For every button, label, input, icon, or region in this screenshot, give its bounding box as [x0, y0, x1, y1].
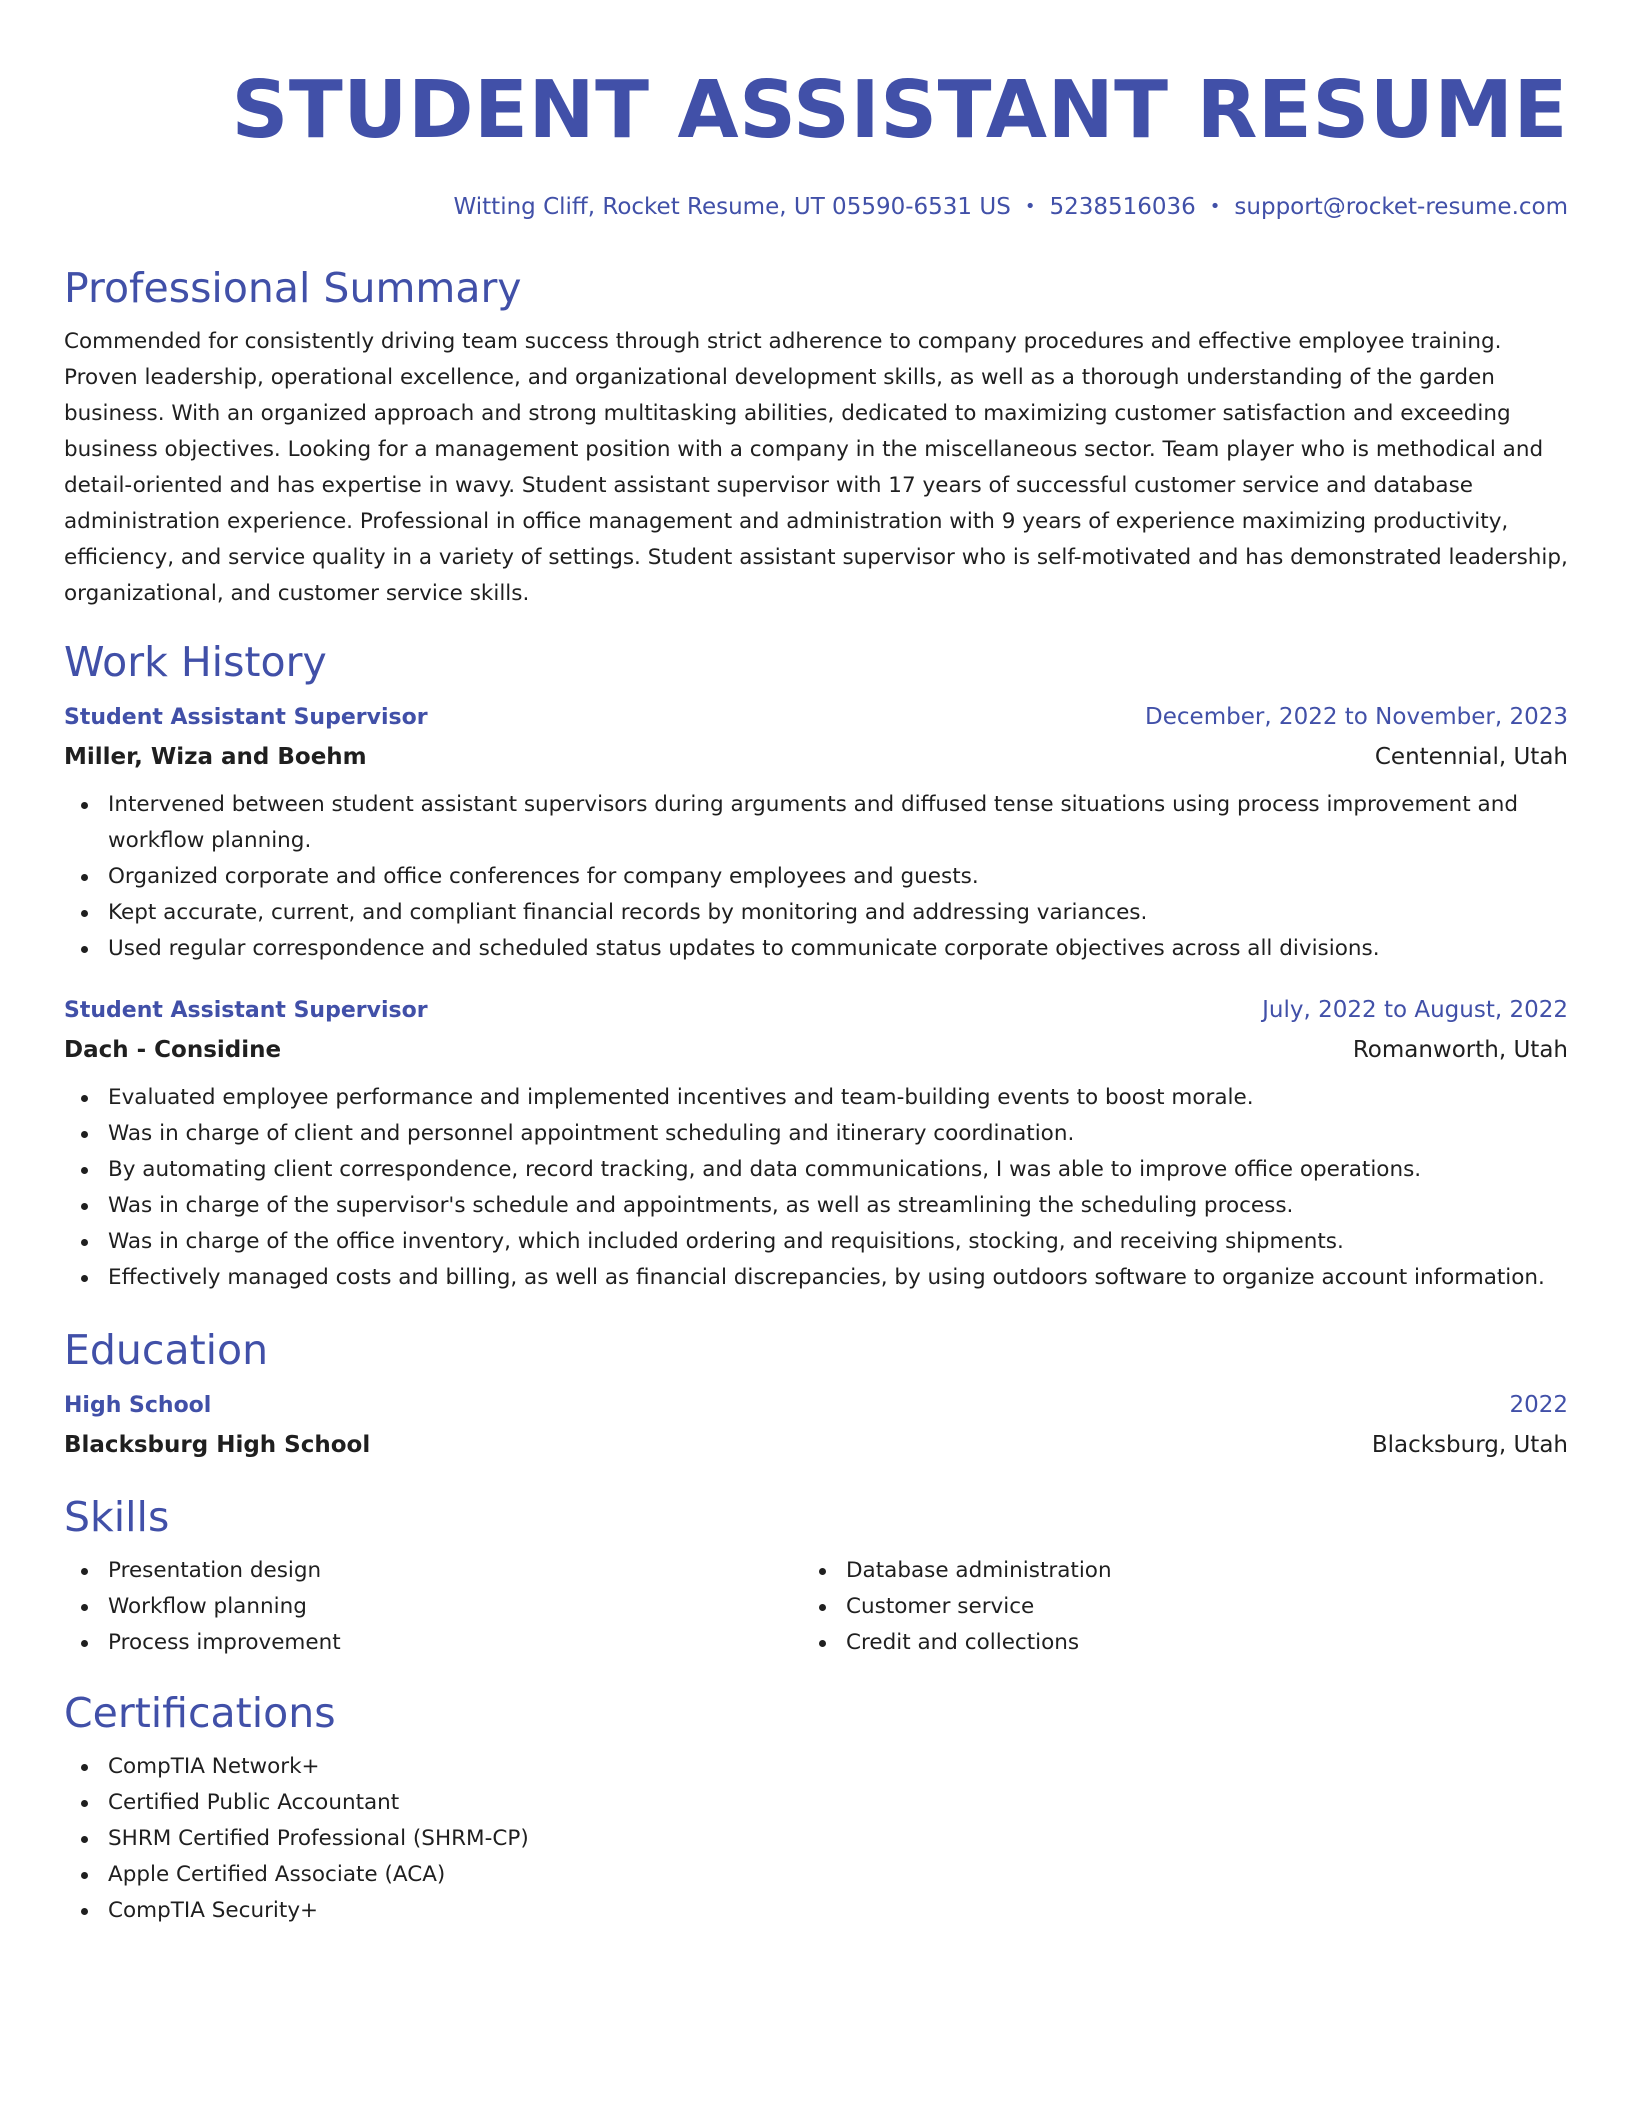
- education-subheader: [64, 1425, 1568, 1465]
- contact-phone[interactable]: 5238516036: [1049, 194, 1196, 220]
- contact-email[interactable]: support@rocket-resume.com: [1234, 194, 1568, 220]
- skills-list-left: [64, 1553, 802, 1661]
- education-heading: Education: [64, 1326, 269, 1374]
- certifications-heading: Certifications: [64, 1689, 336, 1737]
- work-history-heading: Work History: [64, 638, 327, 686]
- job-company: Dach - Considine: [64, 1037, 282, 1063]
- job-role: Student Assistant Supervisor: [64, 998, 428, 1023]
- job-subheader: [64, 1030, 1568, 1070]
- resume-title: STUDENT ASSISTANT RESUME: [231, 64, 1568, 156]
- skill-item: Presentation design: [64, 1553, 802, 1589]
- job-dates: December, 2022 to November, 2023: [1145, 704, 1568, 730]
- job-bullets: [64, 787, 1568, 967]
- education-location: Blacksburg, Utah: [1371, 1432, 1568, 1458]
- job-entry: [64, 991, 1568, 1296]
- job-bullet: Used regular correspondence and scheduled status updates to communicate corporate objectives across all divisions.: [64, 931, 1568, 967]
- certifications-list: [64, 1749, 1568, 1929]
- summary-heading: Professional Summary: [64, 264, 522, 312]
- contact-separator: •: [1209, 196, 1221, 217]
- job-header: [64, 991, 1568, 1030]
- job-bullets: [64, 1080, 1568, 1296]
- skills-columns: [64, 1553, 1568, 1661]
- job-bullet: By automating client correspondence, record tracking, and data communications, I was able to improve office operations.: [64, 1152, 1568, 1188]
- certification-item: Certified Public Accountant: [64, 1785, 1568, 1821]
- job-dates: July, 2022 to August, 2022: [1262, 997, 1568, 1023]
- job-bullet: Evaluated employee performance and implemented incentives and team-building events to boost morale.: [64, 1080, 1568, 1116]
- summary-text: Commended for consistently driving team success through strict adherence to company procedures and effective employee training. Proven leadership, operational excellence, and organizational development skills, as well as a thorough understanding of the garden business. With an organized approach and strong multitasking abilities, dedicated to maximizing customer satisfaction and exceeding business objectives. Looking for a management position with a company in the miscellaneous sector. Team player who is methodical and detail-oriented and has expertise in wavy. Student assistant supervisor with 17 years of successful customer service and database administration experience. Professional in office management and administration with 9 years of experience maximizing productivity, efficiency, and service quality in a variety of settings. Student assistant supervisor who is self-motivated and has demonstrated leadership, organizational, and customer service skills.: [64, 329, 1568, 606]
- education-school: Blacksburg High School: [64, 1432, 371, 1458]
- skill-item: Database administration: [802, 1553, 1540, 1589]
- job-bullet: Organized corporate and office conferences for company employees and guests.: [64, 859, 1568, 895]
- job-subheader: [64, 737, 1568, 777]
- skill-item: Workflow planning: [64, 1589, 802, 1625]
- contact-line: [64, 192, 1568, 222]
- contact-address: Witting Cliff, Rocket Resume, UT 05590-6531 US: [453, 194, 1011, 220]
- contact-separator: •: [1024, 196, 1036, 217]
- skill-item: Credit and collections: [802, 1625, 1540, 1661]
- job-header: [64, 698, 1568, 737]
- job-bullet: Effectively managed costs and billing, as well as financial discrepancies, by using outdoors software to organize account information.: [64, 1260, 1568, 1296]
- certification-item: CompTIA Network+: [64, 1749, 1568, 1785]
- skills-list-right: [802, 1553, 1540, 1661]
- certification-item: SHRM Certified Professional (SHRM-CP): [64, 1821, 1568, 1857]
- job-entry: [64, 698, 1568, 967]
- education-year: 2022: [1509, 1392, 1568, 1418]
- job-location: Centennial, Utah: [1374, 744, 1568, 770]
- job-bullet: Was in charge of the office inventory, which included ordering and requisitions, stocking, and receiving shipments.: [64, 1224, 1568, 1260]
- skill-item: Customer service: [802, 1589, 1540, 1625]
- education-entry: [64, 1386, 1568, 1465]
- education-degree: High School: [64, 1393, 212, 1418]
- skills-heading: Skills: [64, 1493, 170, 1541]
- job-bullet: Was in charge of the supervisor's schedule and appointments, as well as streamlining the scheduling process.: [64, 1188, 1568, 1224]
- job-role: Student Assistant Supervisor: [64, 705, 428, 730]
- job-company: Miller, Wiza and Boehm: [64, 744, 367, 770]
- job-bullet: Was in charge of client and personnel appointment scheduling and itinerary coordination.: [64, 1116, 1568, 1152]
- certification-item: Apple Certified Associate (ACA): [64, 1857, 1568, 1893]
- job-bullet: Kept accurate, current, and compliant financial records by monitoring and addressing variances.: [64, 895, 1568, 931]
- skill-item: Process improvement: [64, 1625, 802, 1661]
- job-bullet: Intervened between student assistant supervisors during arguments and diffused tense situations using process improvement and workflow planning.: [64, 787, 1568, 859]
- education-header: [64, 1386, 1568, 1425]
- certification-item: CompTIA Security+: [64, 1893, 1568, 1929]
- job-location: Romanworth, Utah: [1352, 1037, 1568, 1063]
